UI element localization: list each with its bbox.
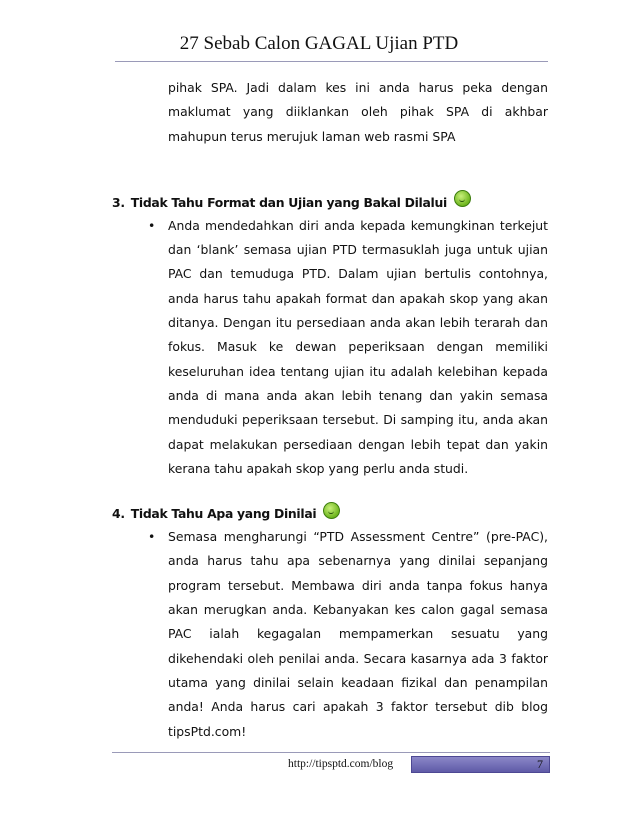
section-3-heading — [112, 192, 548, 214]
section-3-bullet-text: Anda mendedahkan diri anda kepada kemungkinan terkejut dan ‘blank’ semasa ujian PTD termasuklah juga untuk ujian PAC dan temuduga PTD. Dalam ujian bertulis contohnya, anda harus tahu apakah format dan apakah skop yang akan ditanya. Dengan itu persediaan anda akan lebih terarah dan fokus. Masuk ke dewan peperiksaan dengan memiliki keseluruhan idea tentang ujian itu adalah kelebihan kepada anda di mana anda akan lebih tenang dan yakin semasa menduduki peperiksaan tersebut. Di samping itu, anda akan dapat melakukan persediaan dengan lebih tepat dan yakin kerana tahu apakah skop yang perlu anda studi. — [168, 217, 548, 476]
intro-paragraph: pihak SPA. Jadi dalam kes ini anda harus peka dengan maklumat yang diiklankan oleh pihak SPA di akhbar mahupun terus merujuk laman web rasmi SPA — [168, 80, 548, 144]
bullet-icon: • — [148, 529, 156, 545]
bullet-icon: • — [148, 217, 156, 233]
section-3-title: Tidak Tahu Format dan Ujian yang Bakal Dilalui — [130, 194, 447, 210]
section-4-bullet-text: Semasa mengharungi “PTD Assessment Centre” (pre-PAC), anda harus tahu apa sebenarnya yang dinilai sepanjang program tersebut. Membawa diri anda tanpa fokus hanya akan merugkan anda. Kebanyakan kes calon gagal semasa PAC ialah kegagalan mempamerkan sesuatu yang dikehendaki oleh penilai anda. Secara kasarnya ada 3 faktor utama yang dinilai selain keadaan fizikal dan penampilan anda! Anda harus cari apakah 3 faktor tersebut dib blog tipsPtd.com! — [168, 529, 548, 739]
section-3-bullet — [148, 214, 548, 481]
header-divider — [115, 61, 548, 62]
section-4-title: Tidak Tahu Apa yang Dinilai — [130, 506, 317, 522]
smiley-icon — [323, 502, 340, 519]
footer-url-link[interactable]: http://tipsptd.com/blog — [288, 758, 394, 770]
footer-divider — [112, 752, 550, 753]
section-3-number: 3. — [112, 194, 125, 210]
section-4-bullet — [148, 525, 548, 744]
footer-page-number: 7 — [537, 757, 543, 771]
smiley-icon — [454, 190, 471, 207]
footer-page-bar — [411, 756, 550, 773]
section-4-number: 4. — [112, 506, 125, 522]
page-header-title: 27 Sebab Calon GAGAL Ujian PTD — [179, 33, 459, 54]
section-4-heading — [112, 503, 548, 525]
page-content — [112, 76, 548, 744]
